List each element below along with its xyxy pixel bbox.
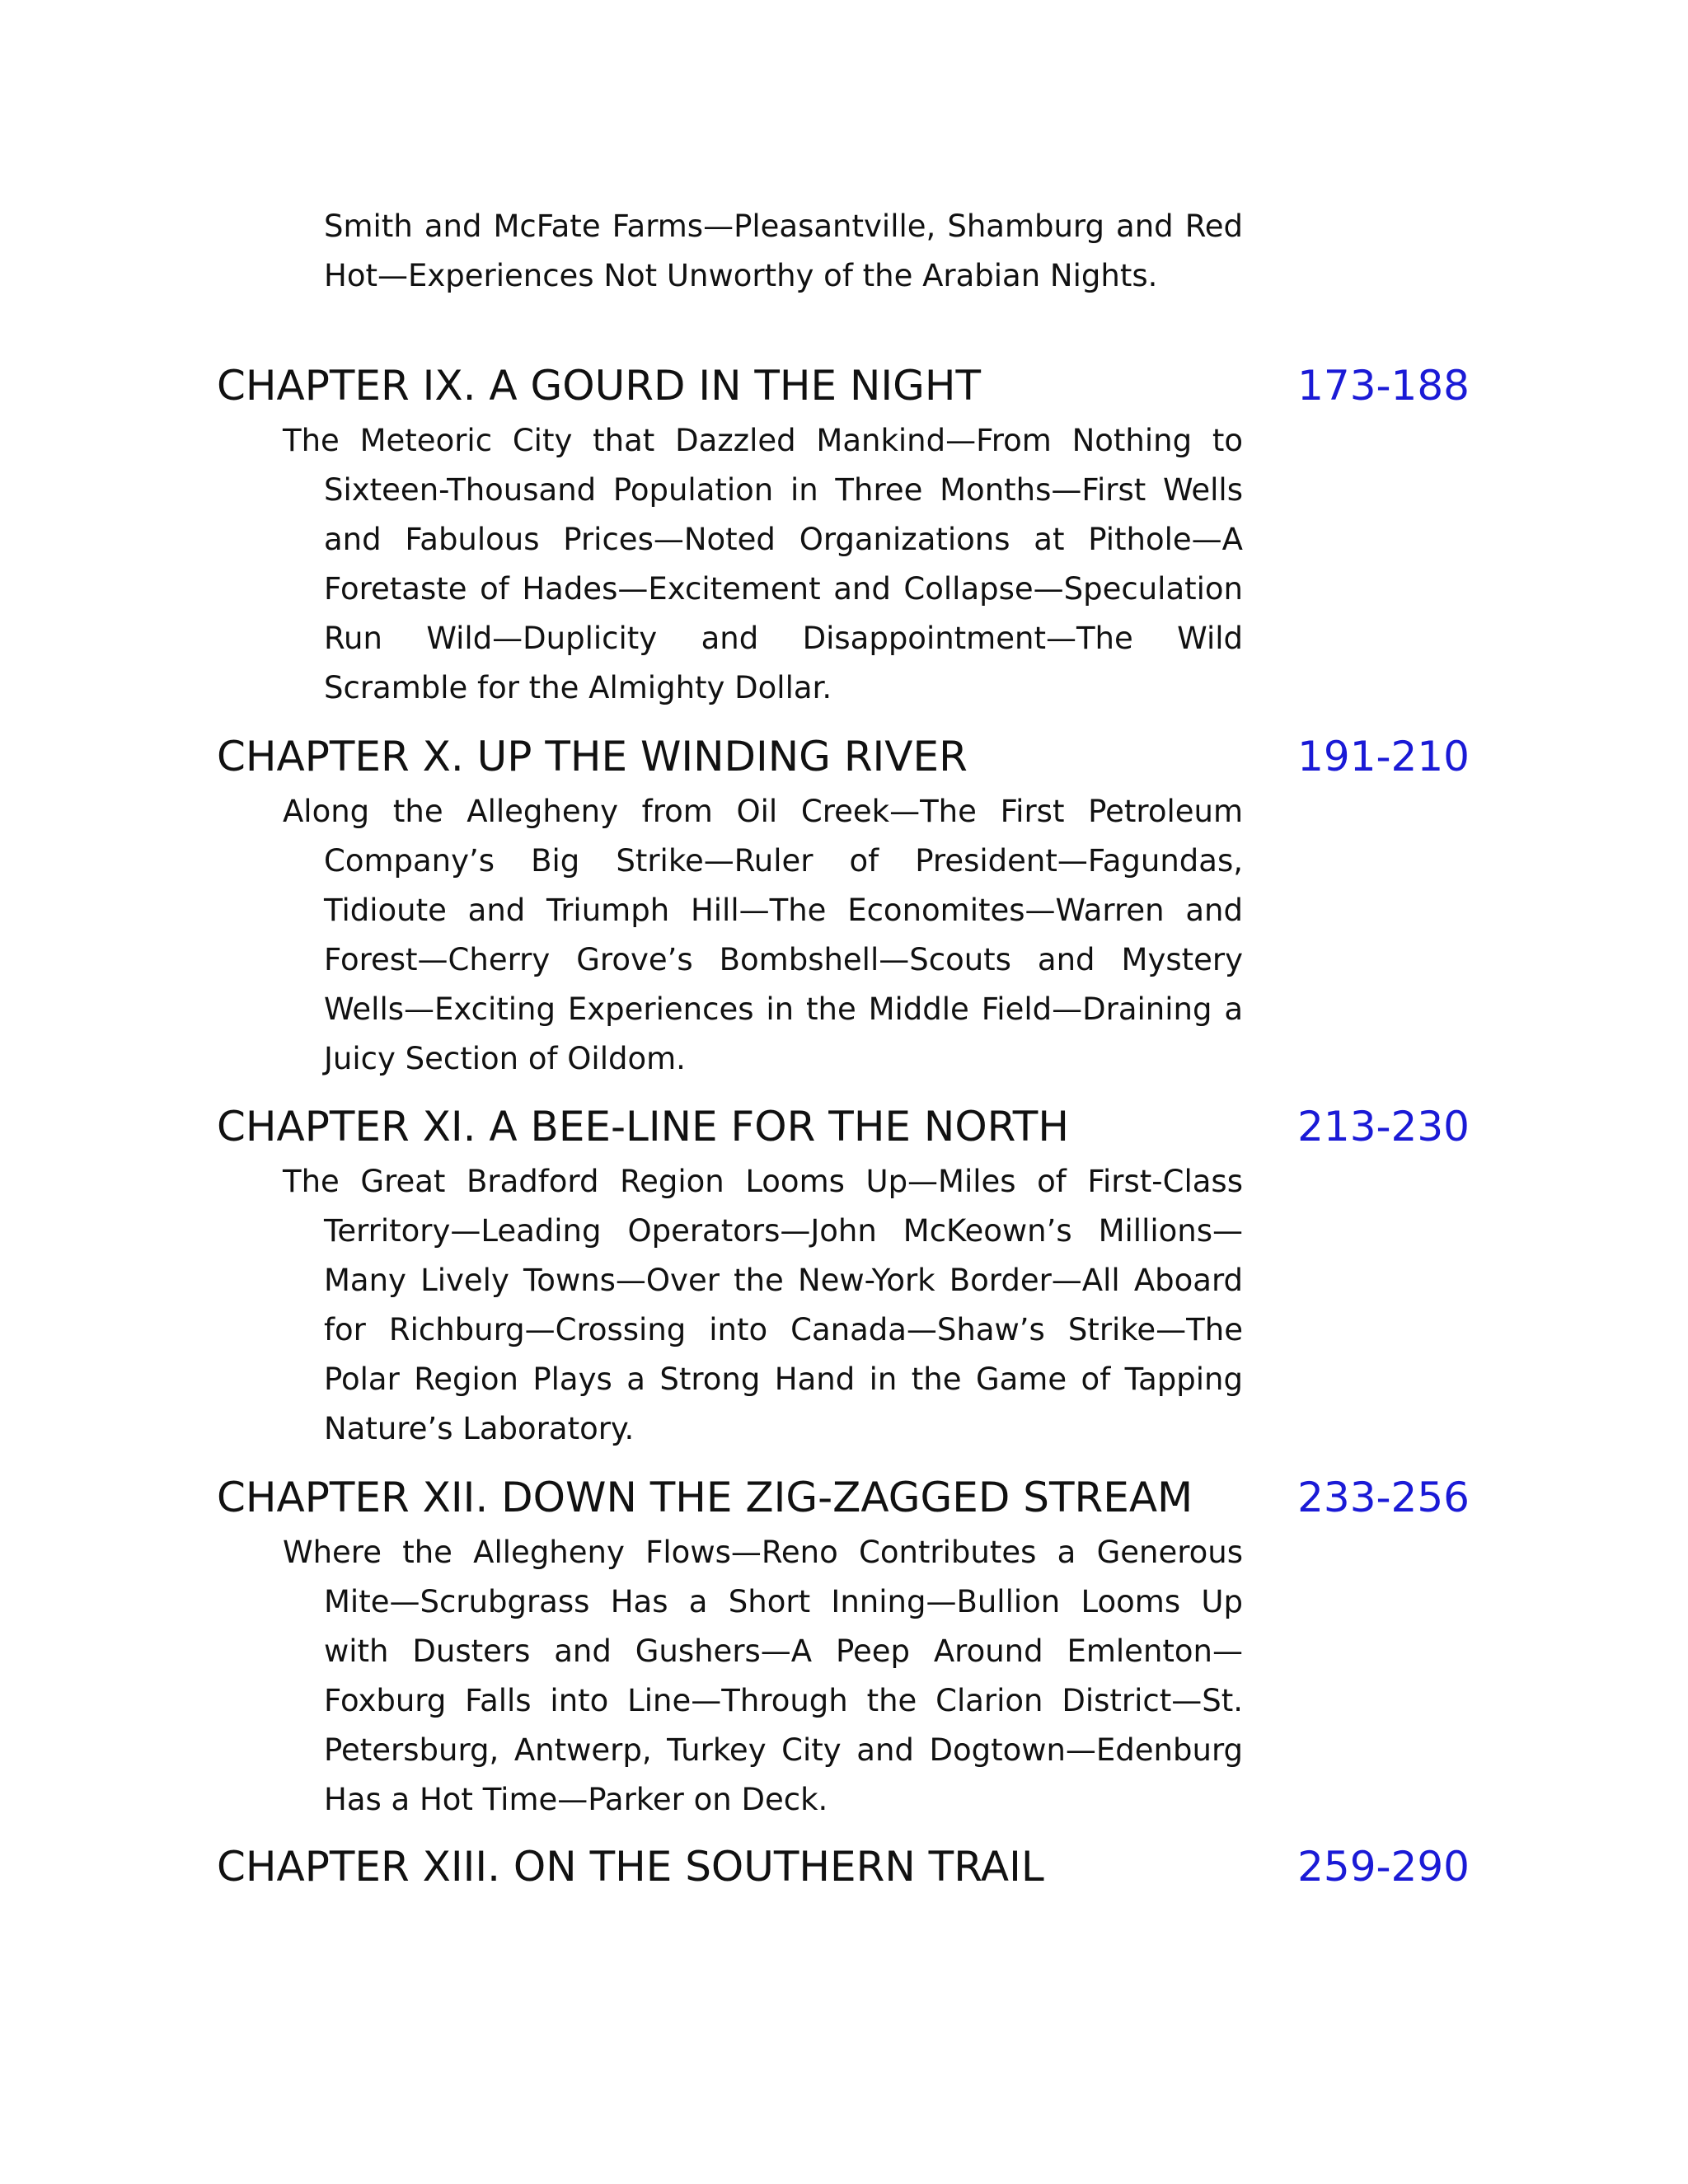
- page-range-link[interactable]: 259-290: [1297, 1843, 1470, 1891]
- toc-entry-chapter-13: [217, 1838, 1470, 1896]
- toc-entry-chapter-12: [217, 1469, 1470, 1825]
- page-range-link[interactable]: 213-230: [1297, 1103, 1470, 1151]
- chapter-summary: Where the Allegheny Flows—Reno Contributes a Generous Mite—Scrubgrass Has a Short Inning—Bullion Looms Up with Dusters and Gushers—A Peep Around Emlenton—Foxburg Falls into Line—Through the Clarion District—St. Petersburg, Antwerp, Turkey City and Dogtown—Edenburg Has a Hot Time—Parker on Deck.: [283, 1535, 1243, 1817]
- chapter-summary: Along the Allegheny from Oil Creek—The First Petroleum Company’s Big Strike—Ruler of President—Fagundas, Tidioute and Triumph Hill—The Economites—Warren and Forest—Cherry Grove’s Bombshell—Scouts and Mystery Wells—Exciting Experiences in the Middle Field—Draining a Juicy Section of Oildom.: [283, 794, 1243, 1076]
- chapter-summary: The Great Bradford Region Looms Up—Miles of First-Class Territory—Leading Operators—John McKeown’s Millions—Many Lively Towns—Over the New-York Border—All Aboard for Richburg—Crossing into Canada—Shaw’s Strike—The Polar Region Plays a Strong Hand in the Game of Tapping Nature’s Laboratory.: [283, 1164, 1243, 1446]
- toc-entry-header: [217, 1098, 1470, 1155]
- page-range-link[interactable]: 233-256: [1297, 1474, 1470, 1521]
- chapter-title: CHAPTER X. UP THE WINDING RIVER: [217, 733, 968, 780]
- toc-entry-header: [217, 1469, 1470, 1526]
- toc-entry-header: [217, 728, 1470, 785]
- toc-entry-header: [217, 1838, 1470, 1896]
- chapter-title: CHAPTER XIII. ON THE SOUTHERN TRAIL: [217, 1843, 1044, 1891]
- chapter-title: CHAPTER XI. A BEE-LINE FOR THE NORTH: [217, 1103, 1069, 1151]
- page-range-link[interactable]: 191-210: [1297, 733, 1470, 780]
- toc-entry-chapter-10: [217, 728, 1470, 1084]
- chapter-summary-continuation: Smith and McFate Farms—Pleasantville, Shamburg and Red Hot—Experiences Not Unworthy of the Arabian Nights.: [324, 209, 1243, 293]
- toc-entry-header: [217, 357, 1470, 415]
- chapter-summary: The Meteoric City that Dazzled Mankind—From Nothing to Sixteen-Thousand Population in Three Months—First Wells and Fabulous Prices—Noted Organizations at Pithole—A Foretaste of Hades—Excitement and Collapse—Speculation Run Wild—Duplicity and Disappointment—The Wild Scramble for the Almighty Dollar.: [283, 423, 1243, 705]
- chapter-title: CHAPTER XII. DOWN THE ZIG-ZAGGED STREAM: [217, 1474, 1193, 1521]
- toc-entry-chapter-9: [217, 357, 1470, 713]
- chapter-title: CHAPTER IX. A GOURD IN THE NIGHT: [217, 362, 982, 410]
- toc-entry-chapter-11: [217, 1098, 1470, 1454]
- page-range-link[interactable]: 173-188: [1297, 362, 1470, 410]
